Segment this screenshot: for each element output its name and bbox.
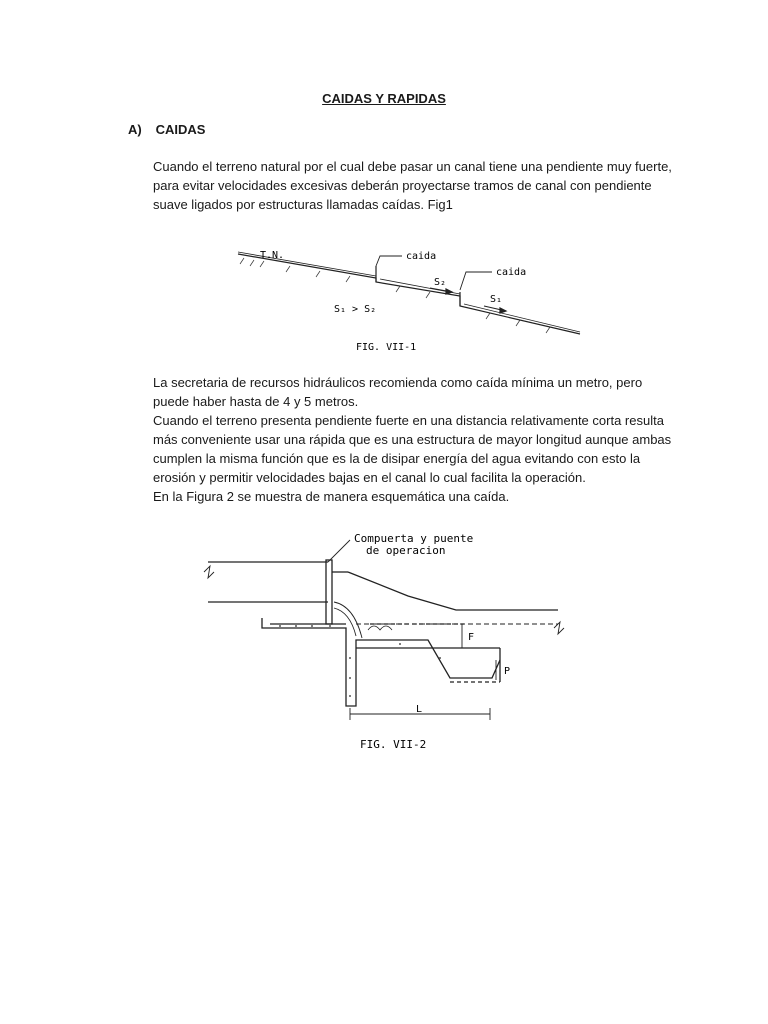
document-title: CAIDAS Y RAPIDAS	[322, 91, 446, 106]
figure-2-diagram	[200, 528, 580, 758]
label-gate-line-1: Compuerta y puente	[354, 532, 474, 545]
gate	[326, 560, 332, 624]
ground-profile	[238, 254, 580, 334]
intro-paragraph: Cuando el terreno natural por el cual debe pasar un canal tiene una pendiente muy fuerte, para evitar velocidades excesivas deberán proyectarse tramos de canal con pendiente suave ligados por estructuras llamadas caídas. Fig1	[153, 159, 672, 212]
section-heading	[128, 122, 205, 137]
label-s2: S₂	[434, 277, 447, 288]
label-f: F	[468, 632, 475, 643]
section-title: CAIDAS	[155, 122, 206, 137]
label-slope-relation: S₁ > S₂	[334, 304, 377, 315]
section-label: A)	[128, 122, 142, 137]
figure-1-diagram	[230, 238, 590, 358]
figure-2-caption: FIG. VII-2	[360, 738, 427, 751]
label-p: P	[504, 666, 511, 677]
label-tn: T.N.	[260, 250, 285, 261]
paragraph-line-2: Cuando el terreno presenta pendiente fuerte en una distancia relativamente corta resulta más conveniente usar una rápida que es una estructura de mayor longitud aunque ambas cumplen la misma función que es la de disipar energía del agua evitando con esto la erosión y permitir velocidades bajas en el canal lo cual facilita la operación.	[153, 413, 672, 485]
body-paragraphs	[153, 373, 673, 506]
paragraph-line-3: En la Figura 2 se muestra de manera esquemática una caída.	[153, 489, 510, 504]
label-caida-2: caida	[496, 267, 527, 278]
paragraph-line-1: La secretaria de recursos hidráulicos recomienda como caída mínima un metro, pero puede haber hasta de 4 y 5 metros.	[153, 375, 643, 409]
label-caida-1: caida	[406, 251, 437, 262]
label-s1: S₁	[490, 294, 503, 305]
label-l: L	[416, 704, 423, 715]
label-gate-line-2: de operacion	[366, 544, 446, 557]
figure-1-caption: FIG. VII-1	[356, 342, 417, 353]
